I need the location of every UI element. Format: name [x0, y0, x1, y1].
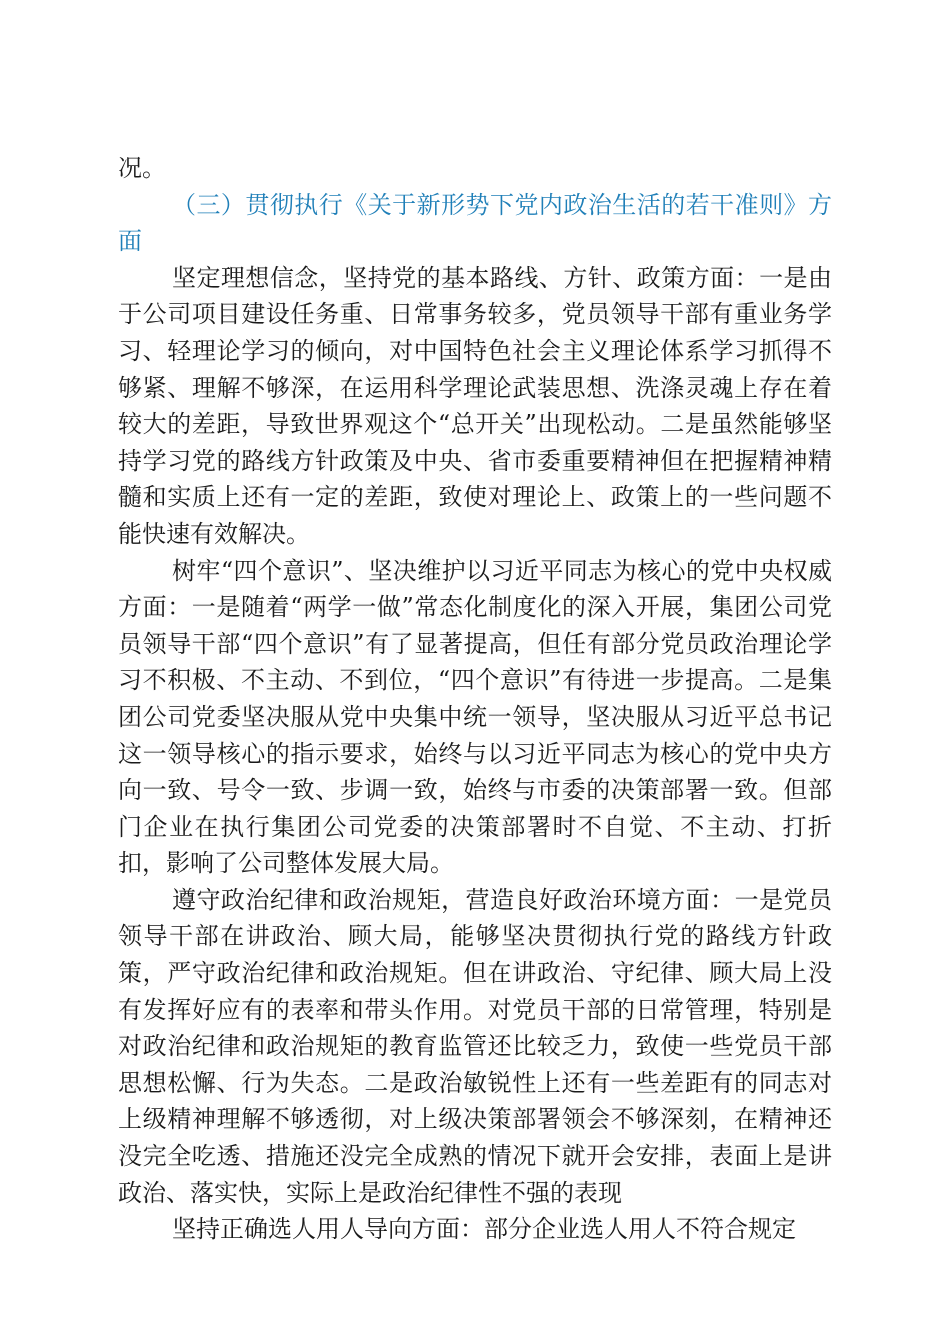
paragraph-four-consciousness: 树牢“四个意识”、坚决维护以习近平同志为核心的党中央权威方面：一是随着“两学一做”常态化制度化的深入开展，集团公司党员领导干部“四个意识”有了显著提高，但任有部分党员政治理论学习不积极、不主动、不到位，“四个意识”有待进一步提高。二是集团公司党委坚决服从党中央集中统一领导，坚决服从习近平总书记这一领导核心的指示要求，始终与以习近平同志为核心的党中央方向一致、号令一致、步调一致，始终与市委的决策部署一致。但部门企业在执行集团公司党委的决策部署时不自觉、不主动、打折扣，影响了公司整体发展大局。: [118, 556, 832, 878]
paragraph-political-discipline: 遵守政治纪律和政治规矩，营造良好政治环境方面：一是党员领导干部在讲政治、顾大局，能够坚决贯彻执行党的路线方针政策，严守政治纪律和政治规矩。但在讲政治、守纪律、顾大局上没有发挥好应有的表率和带头作用。对党员干部的日常管理，特别是对政治纪律和政治规矩的教育监管还比较乏力，致使一些党员干部思想松懈、行为失态。二是政治敏锐性上还有一些差距有的同志对上级精神理解不够透彻，对上级决策部署领会不够深刻，在精神还没完全吃透、措施还没完全成熟的情况下就开会安排，表面上是讲政治、落实快，实际上是政治纪律性不强的表现: [118, 885, 832, 1207]
paragraph-personnel-selection: 坚持正确选人用人导向方面：部分企业选人用人不符合规定: [172, 1215, 796, 1244]
document-body: [118, 150, 832, 1248]
section-heading: （三）贯彻执行《关于新形势下党内政治生活的若干准则》方面: [118, 190, 832, 256]
paragraph-ideals-faith: 坚定理想信念，坚持党的基本路线、方针、政策方面：一是由于公司项目建设任务重、日常事务较多，党员领导干部有重业务学习、轻理论学习的倾向，对中国特色社会主义理论体系学习抓得不够紧、理解不够深，在运用科学理论武装思想、洗涤灵魂上存在着较大的差距，导致世界观这个“总开关”出现松动。二是虽然能够坚持学习党的路线方针政策及中央、省市委重要精神但在把握精神精髓和实质上还有一定的差距，致使对理论上、政策上的一些问题不能快速有效解决。: [118, 263, 832, 548]
lead-line: 况。: [118, 154, 166, 182]
